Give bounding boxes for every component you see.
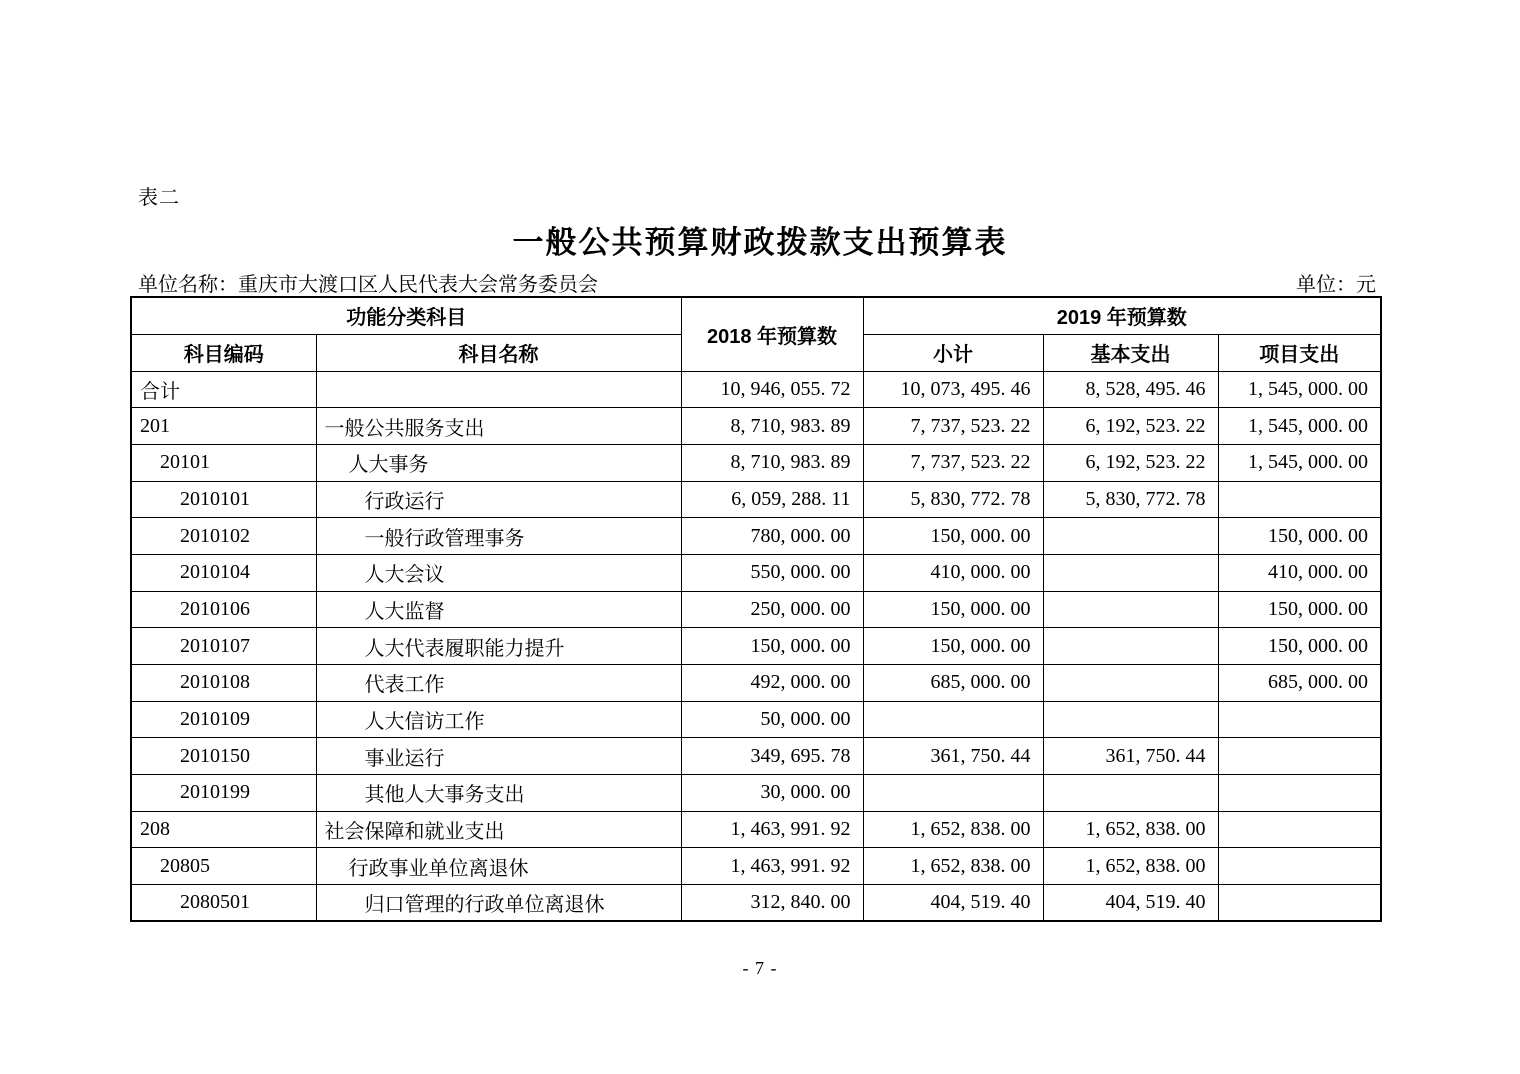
project-2019-cell xyxy=(1218,848,1381,885)
budget-2018-cell: 6, 059, 288. 11 xyxy=(681,481,863,518)
code-cell: 208 xyxy=(131,811,316,848)
meta-row xyxy=(138,268,1376,297)
table-row xyxy=(131,591,1381,628)
budget-2018-cell: 1, 463, 991. 92 xyxy=(681,848,863,885)
project-2019-cell xyxy=(1218,885,1381,922)
table-row xyxy=(131,885,1381,922)
project-2019-cell xyxy=(1218,738,1381,775)
project-2019-cell xyxy=(1218,775,1381,812)
subtotal-2019-cell: 7, 737, 523. 22 xyxy=(863,444,1043,481)
budget-2018-cell: 780, 000. 00 xyxy=(681,518,863,555)
header-budget-2018: 2018 年预算数 xyxy=(681,297,863,371)
table-row xyxy=(131,481,1381,518)
project-2019-cell xyxy=(1218,701,1381,738)
basic-2019-cell xyxy=(1043,628,1218,665)
subtotal-2019-cell xyxy=(863,775,1043,812)
subtotal-2019-cell: 1, 652, 838. 00 xyxy=(863,848,1043,885)
table-row xyxy=(131,408,1381,445)
project-2019-cell: 685, 000. 00 xyxy=(1218,665,1381,702)
table-header xyxy=(131,297,1381,371)
unit-name-label: 单位名称：重庆市大渡口区人民代表大会常务委员会 xyxy=(138,274,598,296)
name-cell: 人大事务 xyxy=(316,444,681,481)
name-cell: 人大信访工作 xyxy=(316,701,681,738)
code-cell: 2010102 xyxy=(131,518,316,555)
code-cell: 20805 xyxy=(131,848,316,885)
code-cell: 2010101 xyxy=(131,481,316,518)
code-cell: 2010107 xyxy=(131,628,316,665)
subtotal-2019-cell: 10, 073, 495. 46 xyxy=(863,371,1043,408)
table-row xyxy=(131,775,1381,812)
name-cell: 行政运行 xyxy=(316,481,681,518)
subtotal-2019-cell xyxy=(863,701,1043,738)
basic-2019-cell: 1, 652, 838. 00 xyxy=(1043,848,1218,885)
basic-2019-cell: 1, 652, 838. 00 xyxy=(1043,811,1218,848)
name-cell xyxy=(316,371,681,408)
basic-2019-cell: 6, 192, 523. 22 xyxy=(1043,444,1218,481)
subtotal-2019-cell: 410, 000. 00 xyxy=(863,554,1043,591)
basic-2019-cell: 361, 750. 44 xyxy=(1043,738,1218,775)
name-cell: 人大会议 xyxy=(316,554,681,591)
budget-2018-cell: 312, 840. 00 xyxy=(681,885,863,922)
basic-2019-cell: 5, 830, 772. 78 xyxy=(1043,481,1218,518)
header-budget-2019-group: 2019 年预算数 xyxy=(863,297,1381,334)
code-cell: 2010150 xyxy=(131,738,316,775)
subtotal-2019-cell: 404, 519. 40 xyxy=(863,885,1043,922)
code-cell: 合计 xyxy=(131,371,316,408)
project-2019-cell: 1, 545, 000. 00 xyxy=(1218,371,1381,408)
budget-table xyxy=(130,296,1382,922)
code-cell: 2010109 xyxy=(131,701,316,738)
budget-2018-cell: 1, 463, 991. 92 xyxy=(681,811,863,848)
name-cell: 社会保障和就业支出 xyxy=(316,811,681,848)
name-cell: 代表工作 xyxy=(316,665,681,702)
budget-2018-cell: 8, 710, 983. 89 xyxy=(681,444,863,481)
table-row xyxy=(131,665,1381,702)
budget-2018-cell: 8, 710, 983. 89 xyxy=(681,408,863,445)
project-2019-cell xyxy=(1218,811,1381,848)
project-2019-cell: 1, 545, 000. 00 xyxy=(1218,408,1381,445)
project-2019-cell: 410, 000. 00 xyxy=(1218,554,1381,591)
code-cell: 201 xyxy=(131,408,316,445)
name-cell: 归口管理的行政单位离退休 xyxy=(316,885,681,922)
project-2019-cell: 150, 000. 00 xyxy=(1218,628,1381,665)
budget-2018-cell: 492, 000. 00 xyxy=(681,665,863,702)
project-2019-cell xyxy=(1218,481,1381,518)
basic-2019-cell: 404, 519. 40 xyxy=(1043,885,1218,922)
page-title: 一般公共预算财政拨款支出预算表 xyxy=(512,225,1008,260)
code-cell: 2010199 xyxy=(131,775,316,812)
subtotal-2019-cell: 7, 737, 523. 22 xyxy=(863,408,1043,445)
code-cell: 20101 xyxy=(131,444,316,481)
subtotal-2019-cell: 150, 000. 00 xyxy=(863,591,1043,628)
basic-2019-cell: 6, 192, 523. 22 xyxy=(1043,408,1218,445)
header-function-group: 功能分类科目 xyxy=(131,297,681,334)
table-row xyxy=(131,701,1381,738)
subtotal-2019-cell: 5, 830, 772. 78 xyxy=(863,481,1043,518)
code-cell: 2080501 xyxy=(131,885,316,922)
table-row xyxy=(131,444,1381,481)
name-cell: 行政事业单位离退休 xyxy=(316,848,681,885)
budget-2018-cell: 250, 000. 00 xyxy=(681,591,863,628)
subtotal-2019-cell: 150, 000. 00 xyxy=(863,628,1043,665)
subtotal-2019-cell: 1, 652, 838. 00 xyxy=(863,811,1043,848)
code-cell: 2010106 xyxy=(131,591,316,628)
table-row xyxy=(131,738,1381,775)
basic-2019-cell: 8, 528, 495. 46 xyxy=(1043,371,1218,408)
header-project-expense: 项目支出 xyxy=(1218,334,1381,371)
budget-2018-cell: 50, 000. 00 xyxy=(681,701,863,738)
sheet-label: 表二 xyxy=(138,187,180,209)
unit-label: 单位：元 xyxy=(1296,274,1376,296)
basic-2019-cell xyxy=(1043,554,1218,591)
name-cell: 事业运行 xyxy=(316,738,681,775)
code-cell: 2010104 xyxy=(131,554,316,591)
code-cell: 2010108 xyxy=(131,665,316,702)
table-row xyxy=(131,848,1381,885)
header-basic-expense: 基本支出 xyxy=(1043,334,1218,371)
budget-2018-cell: 150, 000. 00 xyxy=(681,628,863,665)
name-cell: 一般公共服务支出 xyxy=(316,408,681,445)
basic-2019-cell xyxy=(1043,591,1218,628)
table-row xyxy=(131,371,1381,408)
name-cell: 人大代表履职能力提升 xyxy=(316,628,681,665)
table-row xyxy=(131,518,1381,555)
table-row xyxy=(131,628,1381,665)
basic-2019-cell xyxy=(1043,518,1218,555)
project-2019-cell: 150, 000. 00 xyxy=(1218,591,1381,628)
project-2019-cell: 1, 545, 000. 00 xyxy=(1218,444,1381,481)
budget-2018-cell: 10, 946, 055. 72 xyxy=(681,371,863,408)
budget-2018-cell: 550, 000. 00 xyxy=(681,554,863,591)
header-code: 科目编码 xyxy=(131,334,316,371)
header-subtotal: 小计 xyxy=(863,334,1043,371)
name-cell: 一般行政管理事务 xyxy=(316,518,681,555)
budget-2018-cell: 349, 695. 78 xyxy=(681,738,863,775)
basic-2019-cell xyxy=(1043,775,1218,812)
table-row xyxy=(131,554,1381,591)
basic-2019-cell xyxy=(1043,701,1218,738)
name-cell: 人大监督 xyxy=(316,591,681,628)
table-body xyxy=(131,371,1381,921)
header-row-1 xyxy=(131,297,1381,334)
name-cell: 其他人大事务支出 xyxy=(316,775,681,812)
basic-2019-cell xyxy=(1043,665,1218,702)
project-2019-cell: 150, 000. 00 xyxy=(1218,518,1381,555)
subtotal-2019-cell: 685, 000. 00 xyxy=(863,665,1043,702)
header-name: 科目名称 xyxy=(316,334,681,371)
subtotal-2019-cell: 150, 000. 00 xyxy=(863,518,1043,555)
page-number: - 7 - xyxy=(742,958,778,978)
subtotal-2019-cell: 361, 750. 44 xyxy=(863,738,1043,775)
budget-2018-cell: 30, 000. 00 xyxy=(681,775,863,812)
table-row xyxy=(131,811,1381,848)
